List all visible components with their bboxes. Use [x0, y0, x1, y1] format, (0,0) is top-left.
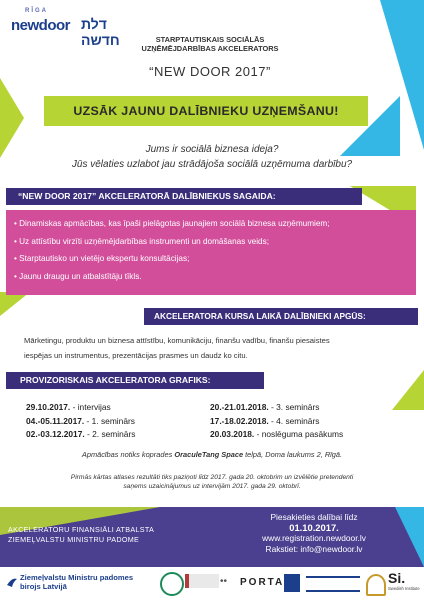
page-title: “NEW DOOR 2017”	[149, 64, 271, 79]
schedule-date: 29.10.2017.	[26, 402, 71, 412]
schedule-row	[26, 428, 196, 442]
question-2: Jūs vēlaties uzlabot jau strādājoša sociālā uzņēmuma darbību?	[71, 159, 353, 170]
list-item: • Uz attīstību virzīti uzņēmējdarbības instrumenti un domāšanas veids;	[14, 236, 269, 246]
nordic-line-2: birojs Latvijā	[20, 582, 67, 591]
schedule-row	[210, 415, 410, 429]
partner-logo-emblem	[284, 574, 300, 592]
schedule-row	[210, 401, 410, 415]
schedule-event: - intervijas	[70, 402, 111, 412]
partner-logo-round	[160, 572, 184, 596]
expectations-box	[6, 210, 416, 295]
schedule-event: - 4. seminārs	[268, 415, 320, 426]
swedish-institute-logo	[388, 570, 420, 598]
expectations-list	[6, 210, 416, 285]
porta-logo: PORTA	[240, 577, 285, 588]
list-item: • Starptautisko un vietējo ekspertu konsultācijas;	[14, 254, 190, 263]
recruitment-banner	[44, 96, 368, 126]
intro-questions	[40, 142, 384, 172]
schedule-date: 17.-18.02.2018.	[210, 415, 269, 426]
decor-triangle-lime-left	[0, 78, 24, 158]
nordic-line-1: Ziemeļvalstu Ministru padomes	[20, 573, 134, 582]
list-item: • Jaunu draugu un atbalstītāju tīkls.	[14, 271, 142, 281]
registration-info	[214, 512, 414, 554]
partner-logo-israel	[306, 576, 360, 592]
schedule-row	[210, 428, 410, 442]
organization-name	[90, 35, 330, 53]
decor-triangle-lime-bottom	[0, 292, 30, 316]
logo-wordmark: newdoor	[11, 17, 70, 34]
swan-icon	[6, 575, 18, 589]
partner-logo-dots: ••	[220, 576, 228, 587]
selection-note	[30, 473, 394, 491]
registration-deadline: 01.10.2017.	[289, 521, 339, 533]
registration-url-link[interactable]: www.registration.newdoor.lv	[262, 533, 366, 543]
schedule-date: 04.-05.11.2017.	[26, 415, 85, 426]
section-heading-skills: AKCELERATORA KURSA LAIKĀ DALĪBNIEKI APGŪS:	[144, 308, 418, 325]
banner-text: UZSĀK JAUNU DALĪBNIEKU UZŅEMŠANU!	[73, 104, 339, 118]
si-logo-sub: Swedish Institute	[388, 586, 420, 591]
question-1: Jums ir sociālā biznesa ideja?	[145, 144, 279, 155]
schedule-date: 20.-21.01.2018.	[210, 402, 269, 412]
schedule-event: - 1. seminārs	[84, 415, 135, 426]
schedule-row	[26, 401, 196, 415]
venue-note-post: telpā, Doma laukums 2, Rīgā.	[243, 450, 343, 459]
funding-text	[8, 525, 178, 545]
org-line-2: UZŅĒMĒJDARBĪBAS AKCELERATORS	[141, 44, 279, 53]
funding-line-2: ZIEMEĻVALSTU MINISTRU PADOME	[8, 535, 140, 544]
venue-note	[20, 450, 404, 459]
skills-line-2: iespējas un instrumentus, prezentācijas prasmes un daudz ko citu.	[24, 350, 248, 360]
schedule-event: - 2. seminārs	[84, 429, 136, 440]
org-line-1: STARPTAUTISKAIS SOCIĀLĀS	[155, 35, 265, 44]
schedule-row	[26, 415, 196, 429]
registration-label: Piesakieties dalībai līdz	[270, 512, 358, 522]
schedule-right-column	[210, 401, 410, 442]
schedule-event: - noslēguma pasākums	[254, 429, 344, 440]
registration-email-link[interactable]: Rakstiet: info@newdoor.lv	[265, 543, 363, 554]
skills-line-1: Mārketingu, produktu un biznesa attīstību, komunikāciju, finanšu vadību, finanšu piesaistes	[24, 336, 330, 345]
schedule-event: - 3. seminārs	[268, 402, 320, 412]
section-heading-expectations: “NEW DOOR 2017” AKCELERATORĀ DALĪBNIEKUS SAGAIDA:	[6, 188, 362, 205]
logo-hebrew-text: דלת חדשה	[81, 16, 120, 48]
venue-name: OraculeTang Space	[174, 450, 244, 459]
funding-line-1: AKCELERATORU FINANSIĀLI ATBALSTA	[8, 525, 155, 534]
si-logo-text: Si.	[388, 570, 406, 586]
partner-logo-latvian-association	[185, 574, 219, 588]
schedule-date: 02.-03.12.2017.	[26, 429, 85, 440]
logo-riga-text: RĪGA	[25, 8, 48, 14]
venue-note-pre: Apmācības notiks koprades	[81, 450, 175, 459]
list-item: • Dinamiskas apmācības, kas īpaši pielāgotas jaunajiem sociālā biznesa uzņēmumiem;	[14, 219, 330, 228]
section-heading-schedule: PROVIZORISKAIS AKCELERATORA GRAFIKS:	[6, 372, 264, 389]
schedule-date: 20.03.2018.	[210, 429, 255, 440]
selection-note-line-2: saņems uzaicinājumus uz intervijām 2017. gada 29. oktobrī.	[123, 483, 301, 490]
partner-logo-crown	[366, 574, 386, 596]
skills-text	[24, 334, 404, 363]
schedule-left-column	[26, 401, 196, 442]
selection-note-line-1: Pirmās kārtas atlases rezultāti tiks paziņoti līdz 2017. gada 20. oktobrim un izvēlētie pretendenti	[70, 474, 354, 481]
